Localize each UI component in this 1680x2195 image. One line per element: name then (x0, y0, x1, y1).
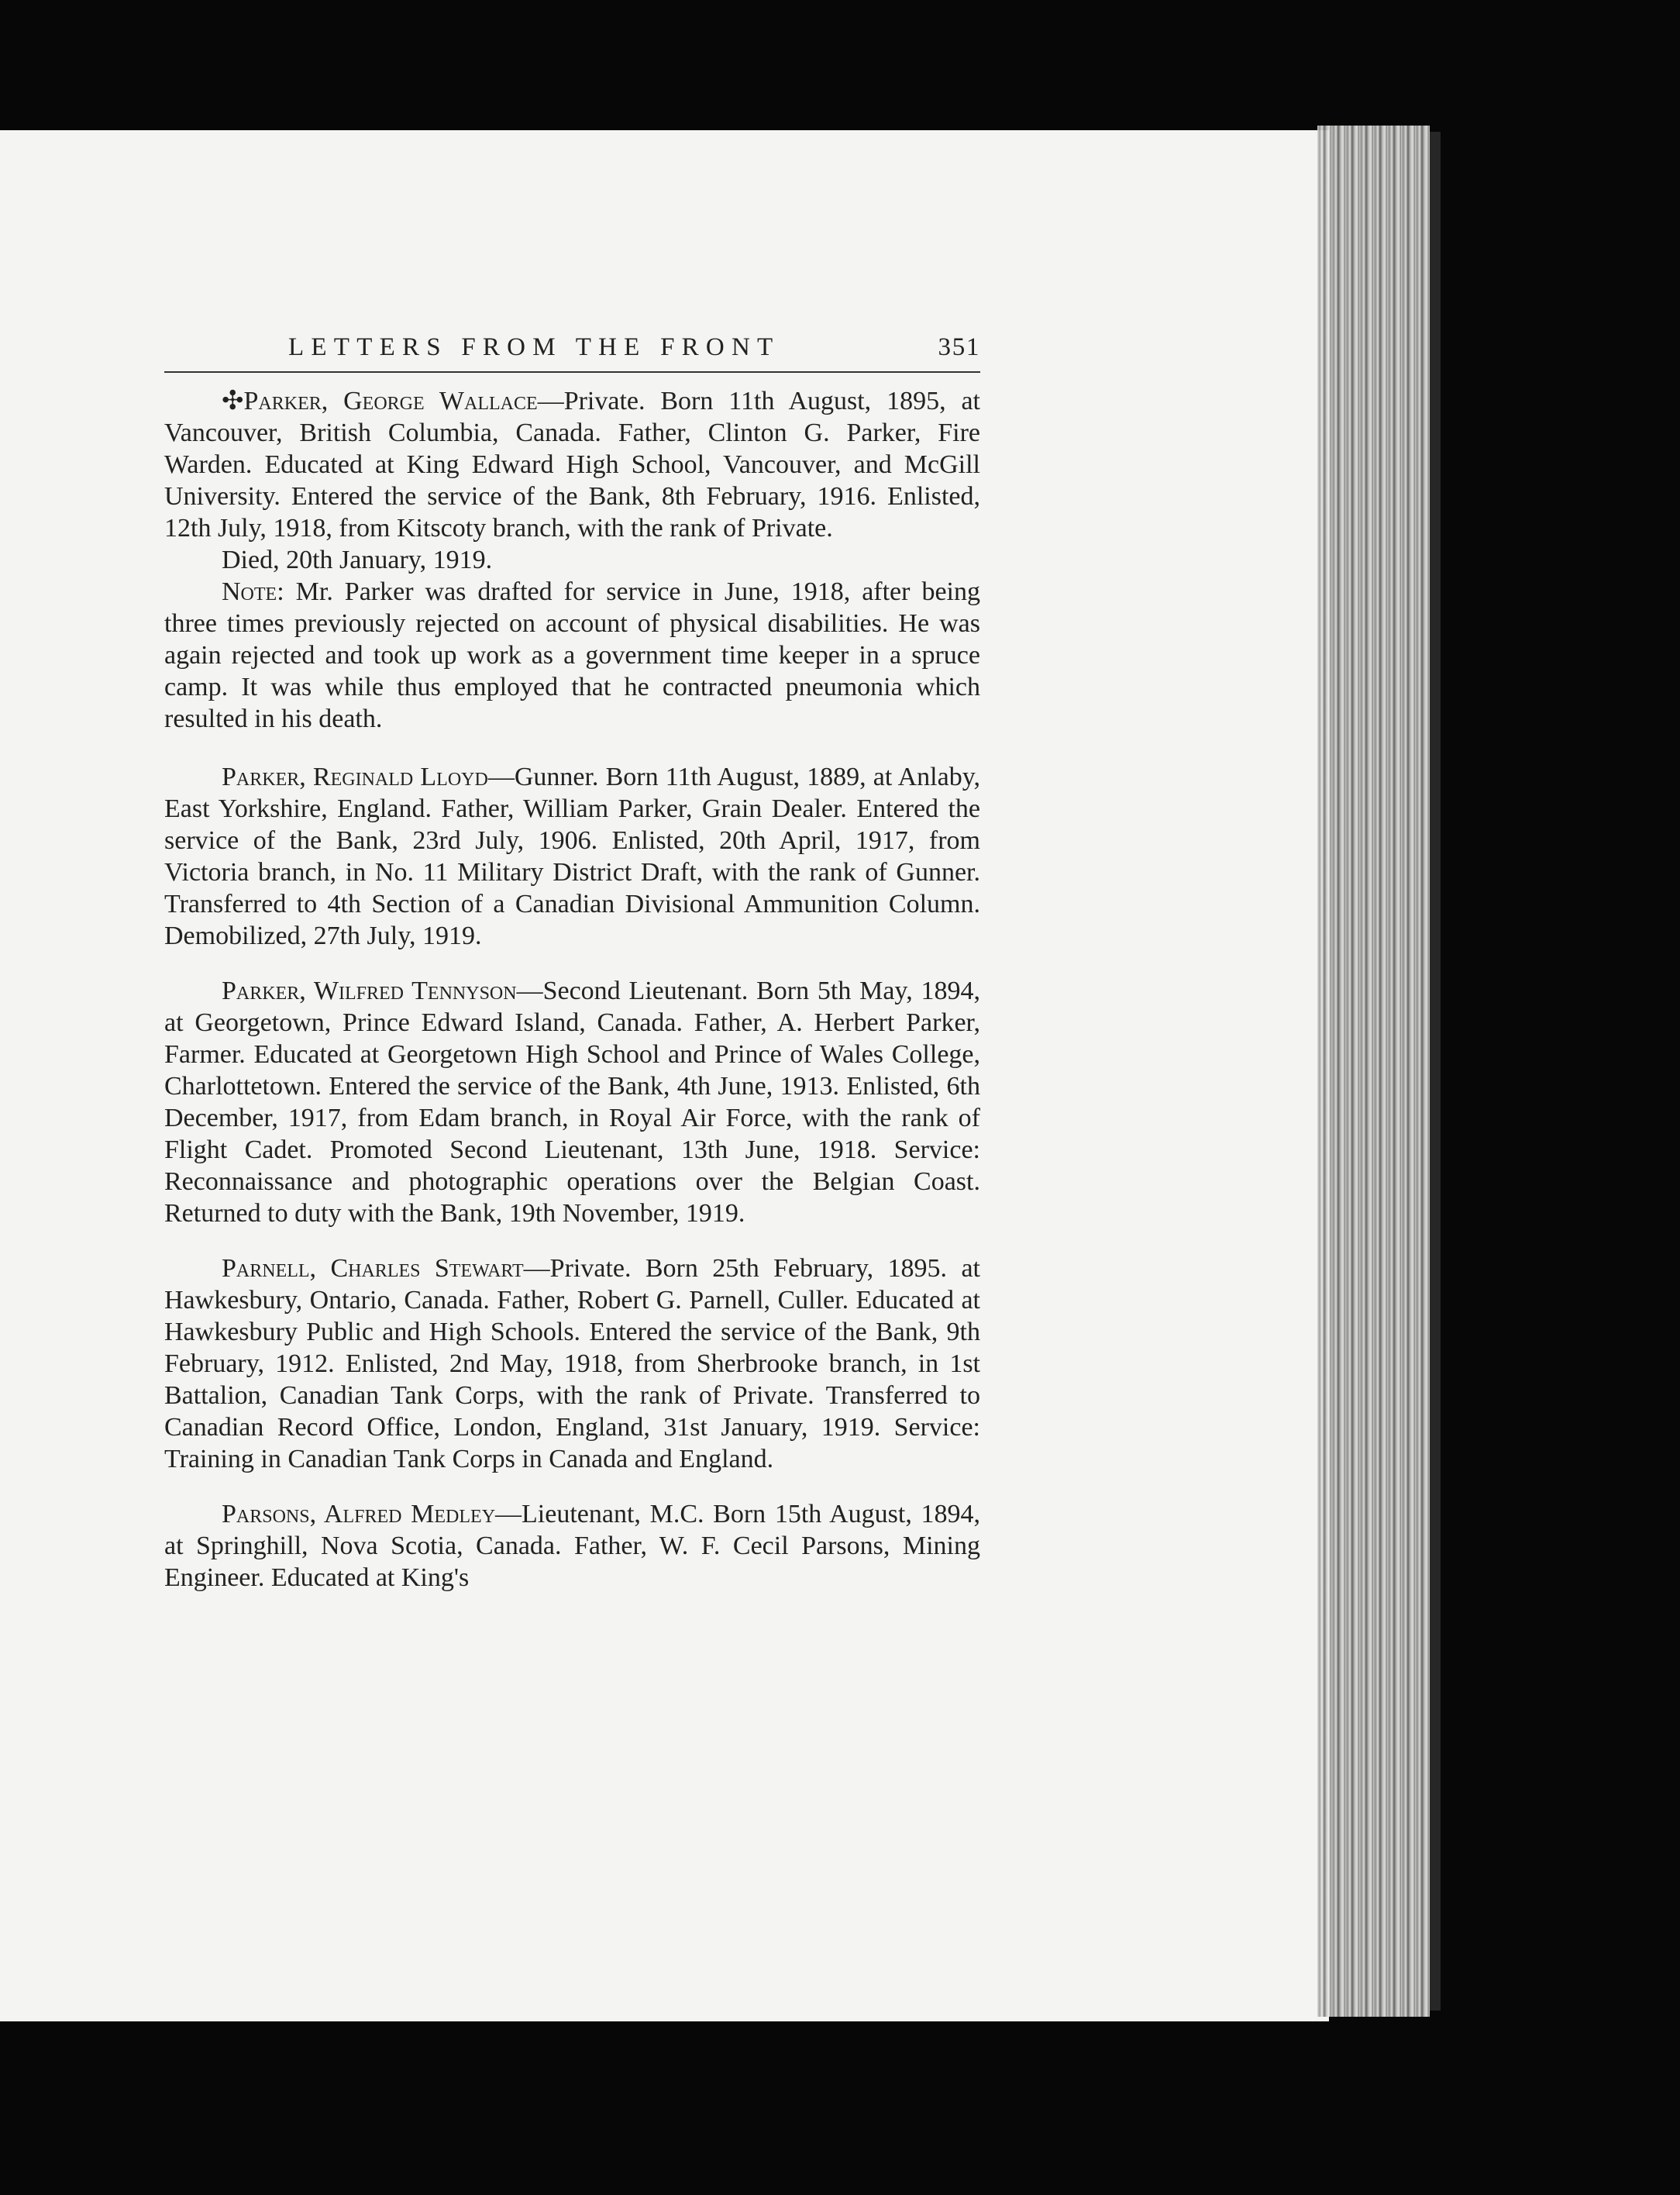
page-text-block (164, 333, 980, 1594)
entries-list (164, 385, 980, 1594)
entry-text: —Private. Born 11th August, 1895, at Vancouver, British Columbia, Canada. Father, Clinton G. Parker, Fire Warden. Educated at King Edward High School, Vancouver, and McGill University. Entered the service of the Bank, 8th February, 1916. Enlisted, 12th July, 1918, from Kitscoty branch, with the rank of Private. (164, 387, 980, 543)
entry-parker-george (164, 385, 980, 544)
entry-note (164, 576, 980, 735)
entry-text: —Gunner. Born 11th August, 1889, at Anlaby, East Yorkshire, England. Father, William Parker, Grain Dealer. Entered the service of the Bank, 23rd July, 1906. Enlisted, 20th April, 1917, from Victoria branch, in No. 11 Military District Draft, with the rank of Gunner. Transferred to 4th Section of a Canadian Divisional Ammunition Column. Demobilized, 27th July, 1919. (164, 763, 980, 950)
entry-text: —Private. Born 25th February, 1895. at Hawkesbury, Ontario, Canada. Father, Robert G. Parnell, Culler. Educated at Hawkesbury Public and High Schools. Entered the service of the Bank, 9th February, 1912. Enlisted, 2nd May, 1918, from Sherbrooke branch, in 1st Battalion, Canadian Tank Corps, with the rank of Private. Transferred to Canadian Record Office, London, England, 31st January, 1919. Service: Training in Canadian Tank Corps in Canada and England. (164, 1254, 980, 1473)
entry-parsons-alfred (164, 1498, 980, 1594)
running-head (164, 333, 980, 373)
entry-name: Parker, Wilfred Tennyson (222, 977, 517, 1005)
running-head-title: LETTERS FROM THE FRONT (288, 333, 780, 361)
note-label: Note (222, 577, 277, 606)
note-text: : Mr. Parker was drafted for service in June, 1918, after being three times previously rejected on account of physical disabilities. He was again rejected and took up work as a government time keeper in a spruce camp. It was while thus employed that he contracted pneumonia which resulted in his death. (164, 577, 980, 733)
entry-died: Died, 20th January, 1919. (222, 546, 493, 574)
book-page-edges (1317, 126, 1430, 2017)
entry-name: ✣Parker, George Wallace (222, 387, 538, 415)
entry-name: Parsons, Alfred Medley (222, 1500, 496, 1528)
entry-parker-reginald (164, 761, 980, 952)
entry-parnell-charles (164, 1253, 980, 1475)
entry-parker-wilfred (164, 975, 980, 1229)
entry-name: Parnell, Charles Stewart (222, 1254, 524, 1283)
page-number: 351 (938, 333, 980, 361)
entry-name: Parker, Reginald Lloyd (222, 763, 488, 791)
entry-text: —Lieutenant, M.C. Born 15th August, 1894, at Springhill, Nova Scotia, Canada. Father, W. F. Cecil Parsons, Mining Engineer. Educated at King's (164, 1500, 981, 1592)
entry-text: —Second Lieutenant. Born 5th May, 1894, at Georgetown, Prince Edward Island, Canada. Father, A. Herbert Parker, Farmer. Educated at Georgetown High School and Prince of Wales College, Charlottetown. Entered the service of the Bank, 4th June, 1913. Enlisted, 6th December, 1917, from Edam branch, in Royal Air Force, with the rank of Flight Cadet. Promoted Second Lieutenant, 13th June, 1918. Service: Reconnaissance and photographic operations over the Belgian Coast. Returned to duty with the Bank, 19th November, 1919. (164, 977, 980, 1228)
